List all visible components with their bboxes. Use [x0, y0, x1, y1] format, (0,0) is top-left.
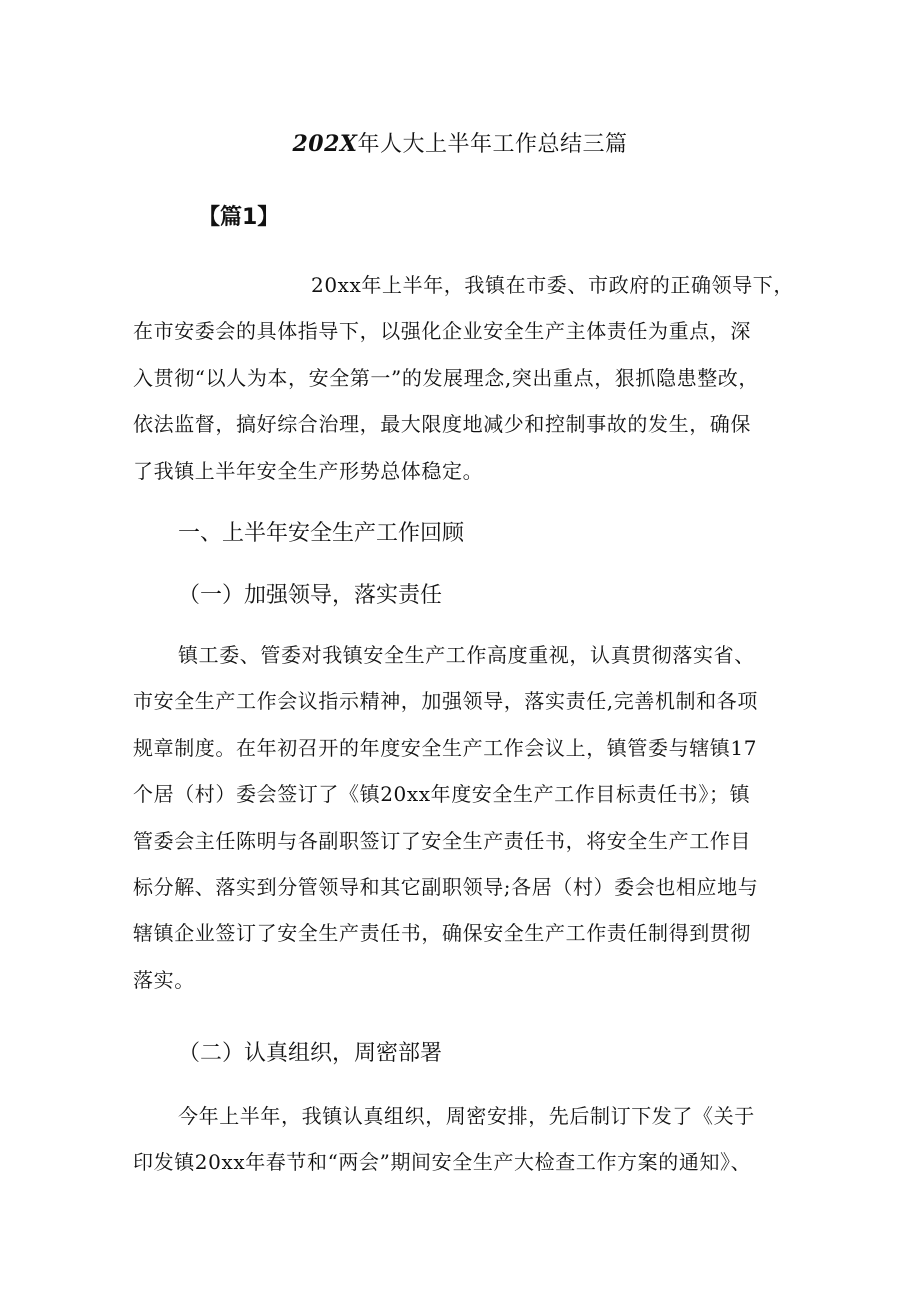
- paragraph-line: 印发镇20xx年春节和“两会”期间安全生产大检查工作方案的通知》、: [133, 1150, 752, 1175]
- subsection-one-paragraph: [133, 632, 793, 1003]
- paragraph-line: 今年上半年，我镇认真组织，周密安排，先后制订下发了《关于: [178, 1104, 755, 1128]
- paragraph-line: 个居（村）委会签订了《镇20xx年度安全生产工作目标责任书》；镇: [133, 782, 751, 807]
- intro-line: 了我镇上半年安全生产形势总体稳定。: [133, 458, 484, 483]
- paragraph-line: 规章制度。在年初召开的年度安全生产工作会议上，镇管委与辖镇17: [133, 735, 758, 760]
- title-text: 年人大上半年工作总结三篇: [357, 132, 628, 157]
- section-heading: 一、上半年安全生产工作回顾: [178, 521, 465, 546]
- paragraph-line: 管委会主任陈明与各副职签订了安全生产责任书，将安全生产工作目: [133, 828, 751, 853]
- paragraph-line: 镇工委、管委对我镇安全生产工作高度重视，认真贯彻落实省、: [178, 643, 755, 667]
- intro-line: 入贯彻“以人为本，安全第一”的发展理念,突出重点，狠抓隐患整改，: [133, 365, 760, 390]
- subsection-heading: （二）认真组织，周密部署: [178, 1041, 443, 1066]
- subsection-two-paragraph: [133, 1093, 793, 1186]
- paragraph-line: 标分解、落实到分管领导和其它副职领导;各居（村）委会也相应地与: [133, 875, 759, 900]
- intro-paragraph: [133, 262, 793, 494]
- intro-line: 在市安委会的具体指导下，以强化企业安全生产主体责任为重点，深: [133, 319, 751, 344]
- intro-line: 20xx年上半年，我镇在市委、市政府的正确领导下，: [311, 273, 795, 297]
- paragraph-line: 辖镇企业签订了安全生产责任书，确保安全生产工作责任制得到贯彻: [133, 921, 751, 946]
- paragraph-line: 落实。: [133, 967, 195, 992]
- chapter-label: 【篇1】: [198, 205, 280, 230]
- intro-line: 依法监督，搞好综合治理，最大限度地减少和控制事故的发生，确保: [133, 412, 751, 437]
- title-year: 202X: [292, 131, 358, 157]
- subsection-heading: （一）加强领导，落实责任: [178, 583, 443, 608]
- document-title: [0, 124, 920, 165]
- paragraph-line: 市安全生产工作会议指示精神，加强领导，落实责任,完善机制和各项: [133, 689, 758, 714]
